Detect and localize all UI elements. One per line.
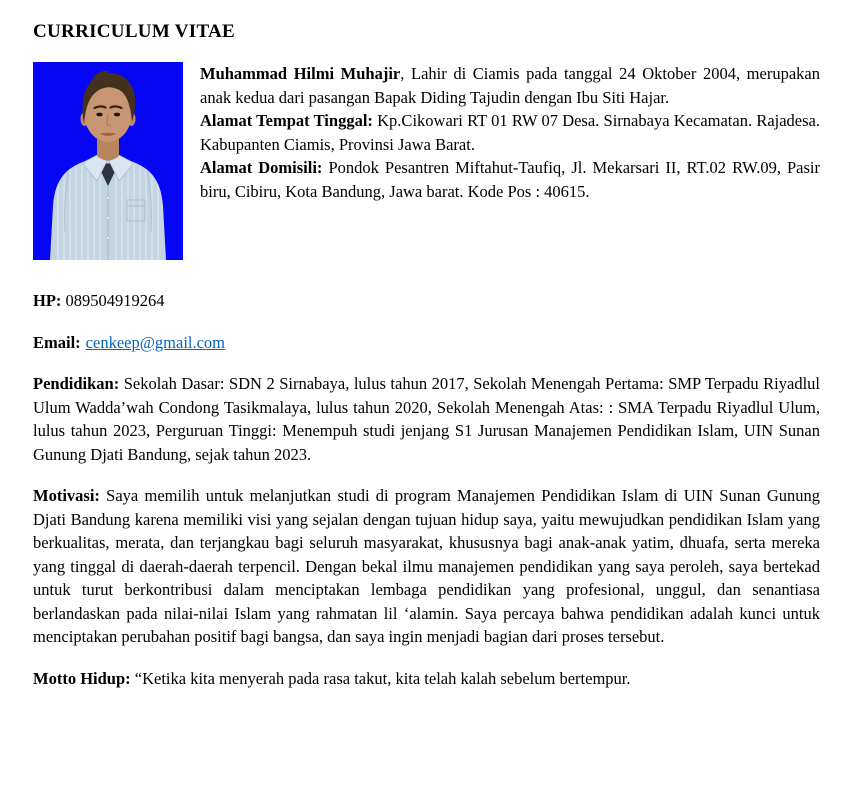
hp-label: HP: xyxy=(33,291,62,310)
hp-number: 089504919264 xyxy=(61,291,165,310)
motivation-text: Saya memilih untuk melanjutkan studi di program Manajemen Pendidikan Islam di UIN Sunan Gunung Djati Bandung karena memiliki visi yang sejalan dengan tujuan hidup saya, yaitu mewujudkan pendidikan Islam yang berkualitas, merata, dan terjangkau bagi seluruh masyarakat, khususnya bagi anak-anak yatim, dhuafa, serta mereka yang tinggal di daerah-daerah terpencil. Dengan bekal ilmu manajemen pendidikan yang saya peroleh, saya bertekad untuk turut berkontribusi dalam menciptakan lembaga pendidikan yang profesional, unggul, dan senantiasa berlandaskan pada nilai-nilai Islam yang rahmatan lil ‘alamin. Saya percaya bahwa pendidikan adalah kunci untuk menciptakan perubahan positif bagi bangsa, dan saya ingin menjadi bagian dari proses tersebut. xyxy=(33,486,820,646)
email-label: Email: xyxy=(33,332,81,352)
hp-paragraph xyxy=(33,289,820,313)
bio-paragraph xyxy=(200,62,820,109)
motto-paragraph xyxy=(33,667,820,691)
address-home-text: Kp.Cikowari RT 01 RW 07 Desa. Sirnabaya Kecamatan. Rajadesa. Kabupanten Ciamis, Provinsi Jawa Barat. xyxy=(200,111,820,154)
motivation-paragraph xyxy=(33,484,820,649)
address-domicile-paragraph xyxy=(200,156,820,203)
education-text: Sekolah Dasar: SDN 2 Sirnabaya, lulus tahun 2017, Sekolah Menengah Pertama: SMP Terpadu Riyadlul Ulum Wadda’wah Condong Tasikmalaya, lulus tahun 2020, Sekolah Menengah Atas: : SMA Terpadu Riyadlul Ulum, lulus tahun 2023, Perguruan Tinggi: Menempuh studi jenjang S1 Jurusan Manajemen Pendidikan Islam, UIN Sunan Gunung Djati Bandung, sejak tahun 2023. xyxy=(33,374,820,464)
email-link[interactable]: cenkeep@gmail.com xyxy=(85,332,226,352)
address-domicile-text: Pondok Pesantren Miftahut-Taufiq, Jl. Mekarsari II, RT.02 RW.09, Pasir biru, Cibiru, Kota Bandung, Jawa barat. Kode Pos : 40615. xyxy=(200,158,820,201)
page-title: CURRICULUM VITAE xyxy=(33,21,236,42)
motivation-label: Motivasi: xyxy=(33,486,100,505)
person-photo-illustration xyxy=(33,62,183,260)
motto-label: Motto Hidup: xyxy=(33,668,131,688)
email-paragraph xyxy=(33,331,820,355)
intro-text-block xyxy=(200,62,820,260)
person-name: Muhammad Hilmi Muhajir xyxy=(200,64,401,83)
motto-text: “Ketika kita menyerah pada rasa takut, kita telah kalah sebelum bertempur. xyxy=(130,668,631,688)
education-paragraph xyxy=(33,372,820,466)
address-home-label: Alamat Tempat Tinggal: xyxy=(200,111,373,130)
profile-photo xyxy=(33,62,183,260)
bio-text: , Lahir di Ciamis pada tanggal 24 Oktober 2004, merupakan anak kedua dari pasangan Bapak Diding Tajudin dengan Ibu Siti Hajar. xyxy=(200,64,820,107)
education-label: Pendidikan: xyxy=(33,374,120,393)
address-home-paragraph xyxy=(200,109,820,156)
address-domicile-label: Alamat Domisili: xyxy=(200,158,323,177)
intro-section xyxy=(33,62,820,260)
